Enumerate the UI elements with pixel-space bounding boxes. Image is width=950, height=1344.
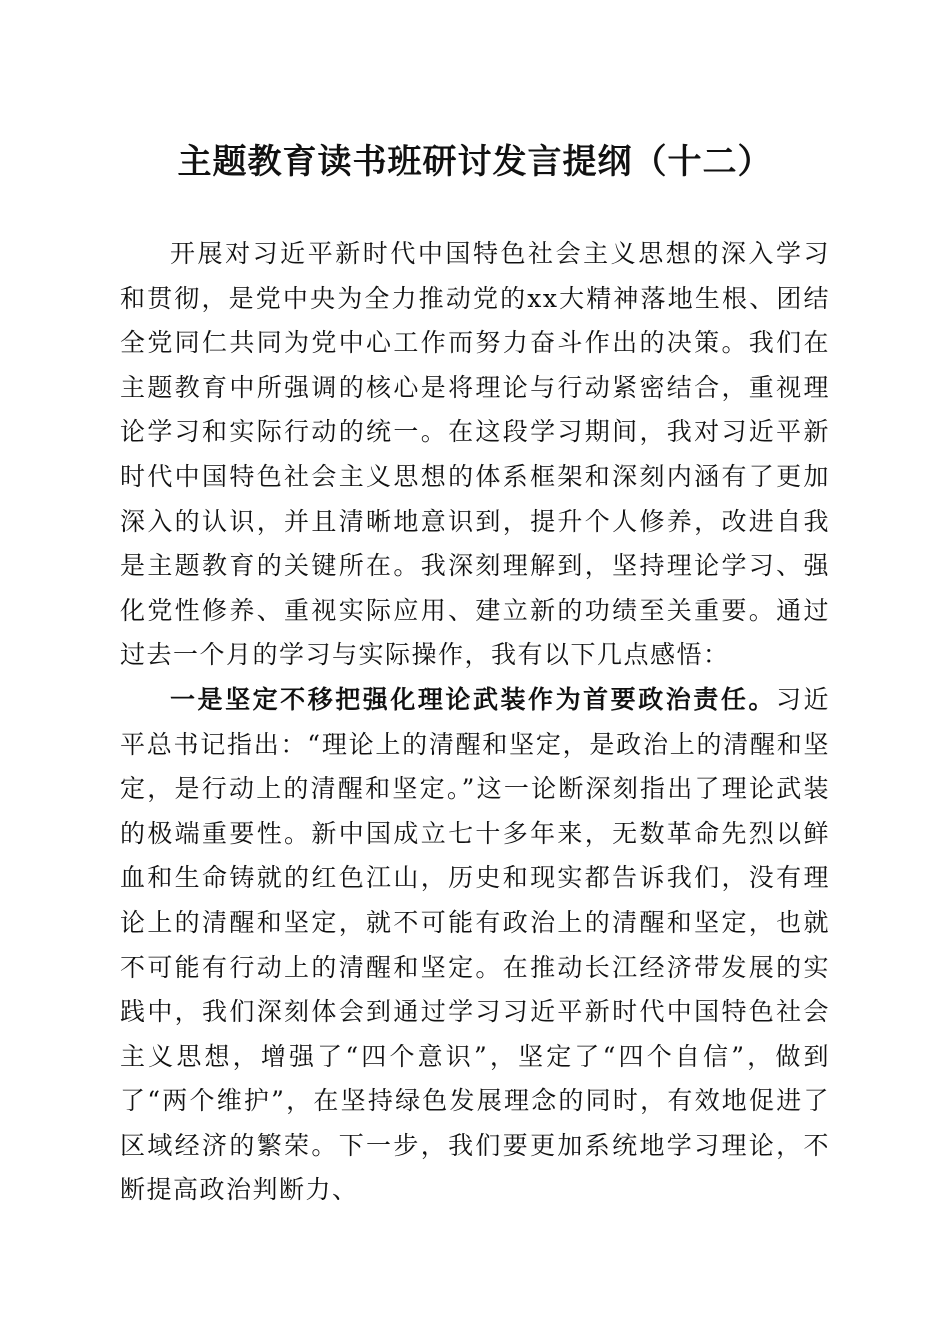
paragraph-point-one: [120, 678, 830, 1213]
document-body: [120, 232, 830, 1213]
paragraph-lead-heading: 一是坚定不移把强化理论武装作为首要政治责任。: [170, 684, 776, 714]
paragraph-intro: [120, 232, 830, 678]
paragraph-text: 习近平总书记指出：“理论上的清醒和坚定，是政治上的清醒和坚定，是行动上的清醒和坚定。”这一论断深刻指出了理论武装的极端重要性。新中国成立七十多年来，无数革命先烈以鲜血和生命铸就的红色江山，历史和现实都告诉我们，没有理论上的清醒和坚定，就不可能有政治上的清醒和坚定，也就不可能有行动上的清醒和坚定。在推动长江经济带发展的实践中，我们深刻体会到通过学习习近平新时代中国特色社会主义思想，增强了“四个意识”，坚定了“四个自信”，做到了“两个维护”，在坚持绿色发展理念的同时，有效地促进了区域经济的繁荣。下一步，我们要更加系统地学习理论，不断提高政治判断力、: [120, 684, 830, 1205]
paragraph-text: 开展对习近平新时代中国特色社会主义思想的深入学习和贯彻，是党中央为全力推动党的xx大精神落地生根、团结全党同仁共同为党中心工作而努力奋斗作出的决策。我们在主题教育中所强调的核心是将理论与行动紧密结合，重视理论学习和实际行动的统一。在这段学习期间，我对习近平新时代中国特色社会主义思想的体系框架和深刻内涵有了更加深入的认识，并且清晰地意识到，提升个人修养，改进自我是主题教育的关键所在。我深刻理解到，坚持理论学习、强化党性修养、重视实际应用、建立新的功绩至关重要。通过过去一个月的学习与实际操作，我有以下几点感悟：: [120, 239, 830, 670]
document-title: 主题教育读书班研讨发言提纲（十二）: [177, 142, 773, 182]
